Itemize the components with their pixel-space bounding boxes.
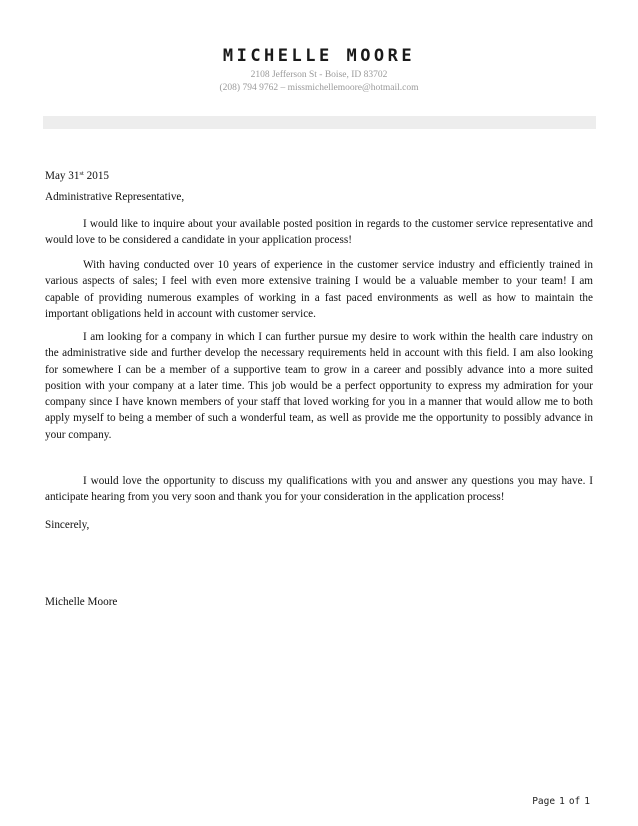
page-of-label: of bbox=[568, 796, 581, 807]
applicant-address: 2108 Jefferson St - Boise, ID 83702 bbox=[250, 70, 388, 80]
date-year: 2015 bbox=[83, 170, 110, 182]
closing: Sincerely, bbox=[45, 519, 90, 531]
signature-name: Michelle Moore bbox=[45, 596, 118, 608]
page-current: 1 bbox=[559, 796, 565, 807]
paragraph: I would love the opportunity to discuss my qualifications with you and answer any questions you may have. I anticipate hearing from you very soon and thank you for your consideration in the application process! bbox=[45, 475, 593, 504]
page-number bbox=[532, 796, 594, 807]
date-main: May 31 bbox=[45, 170, 80, 182]
page-label: Page bbox=[532, 796, 556, 807]
paragraph: I would like to inquire about your available posted position in regards to the customer service representative and would love to be considered a candidate in your application process! bbox=[45, 218, 593, 247]
paragraph: With having conducted over 10 years of experience in the customer service industry and efficiently trained in various aspects of sales; I feel with even more extensive training I would be a valuable member to your team! I am capable of providing numerous examples of working in a fast paced environments as well as how to maintain the important obligations held in account with customer service. bbox=[45, 259, 593, 320]
salutation: Administrative Representative, bbox=[45, 191, 185, 203]
page-total: 1 bbox=[584, 796, 590, 807]
paragraph: I am looking for a company in which I can further pursue my desire to work within the health care industry on the administrative side and further develop the necessary requirements held in account with this field. I am also looking for somewhere I can be a member of a supportive team to grow in a career and possibly advance into a more suited position with your company at a later time. This job would be a perfect opportunity to express my admiration for your company since I have known members of your staff that loved working for you in a manner that would allow me to both apply myself to being a member of such a wonderful team, as well as provide me the opportunity to possibly advance in your company. bbox=[45, 331, 593, 441]
date-suffix: st bbox=[79, 170, 84, 177]
letter-date bbox=[45, 166, 593, 184]
header-divider-band bbox=[43, 116, 596, 129]
applicant-contact: (208) 794 9762 – missmichellemoore@hotmail.com bbox=[219, 83, 419, 93]
applicant-name: MICHELLE MOORE bbox=[222, 46, 416, 66]
